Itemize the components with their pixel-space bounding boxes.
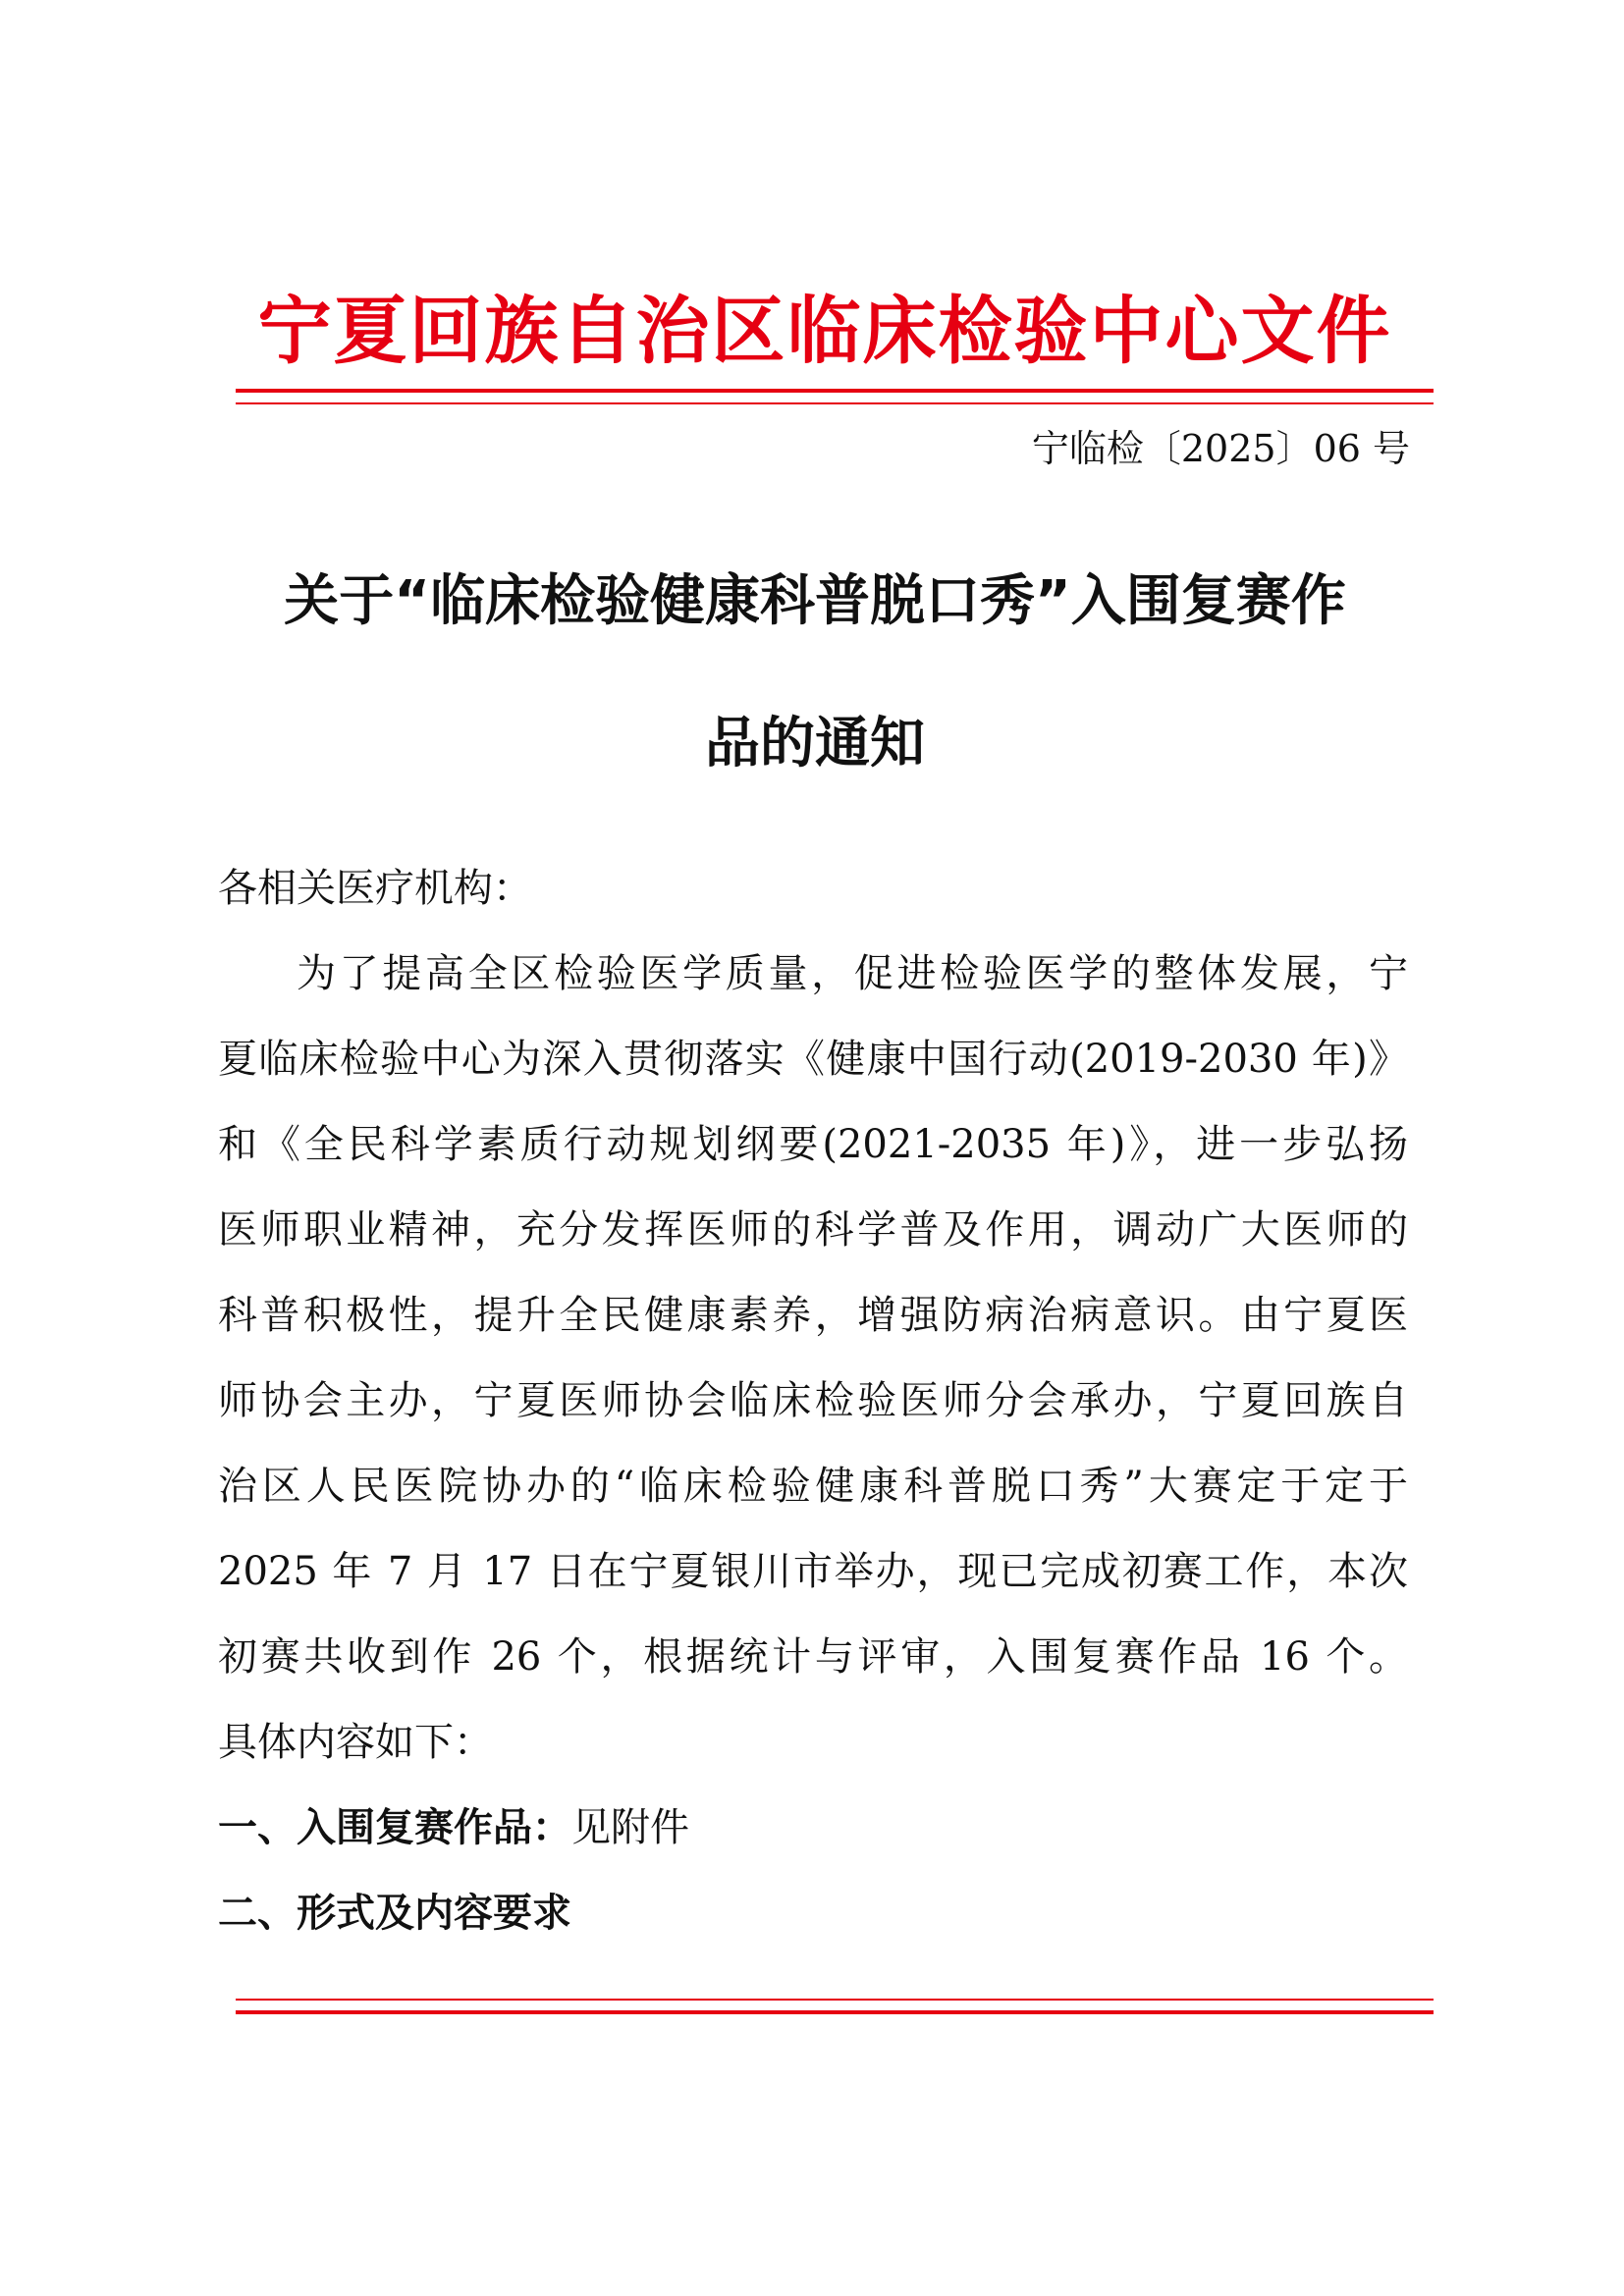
section-2-heading: 二、形式及内容要求 [218,1891,571,1936]
body-line: 医师职业精神，充分发挥医师的科学普及作用，调动广大医师的 [218,1207,1408,1253]
body-line: 具体内容如下： [218,1720,493,1765]
section-1-heading: 一、入围复赛作品： [218,1805,571,1850]
body-line: 夏临床检验中心为深入贯彻落实《健康中国行动(2019-2030 年)》 [218,1037,1408,1082]
salutation: 各相关医疗机构： [218,866,532,911]
footer-rule-thick [236,2010,1434,2014]
section-1-text: 见附件 [571,1805,689,1850]
footer-rule-thin [236,1999,1434,2001]
document-number: 宁临检〔2025〕06 号 [1031,427,1410,470]
notice-title-line-1: 关于“临床检验健康科普脱口秀”入围复赛作 [284,569,1346,633]
body-line: 初赛共收到作 26 个，根据统计与评审，入围复赛作品 16 个。 [218,1634,1408,1680]
body-line: 为了提高全区检验医学质量，促进检验医学的整体发展，宁 [297,951,1408,996]
body-line: 师协会主办，宁夏医师协会临床检验医师分会承办，宁夏回族自 [218,1378,1408,1423]
document-header-title: 宁夏回族自治区临床检验中心文件 [257,288,1392,374]
body-line: 2025 年 7 月 17 日在宁夏银川市举办，现已完成初赛工作，本次 [218,1549,1408,1594]
section-2 [218,1891,571,1936]
header-rule-thin [236,402,1434,404]
body-line: 治区人民医院协办的“临床检验健康科普脱口秀”大赛定于定于 [218,1464,1408,1509]
body-line: 科普积极性，提升全民健康素养，增强防病治病意识。由宁夏医 [218,1293,1408,1338]
header-rule-thick [236,389,1434,393]
notice-title-line-2: 品的通知 [705,712,925,775]
section-1 [218,1805,689,1850]
body-line: 和《全民科学素质行动规划纲要(2021-2035 年)》，进一步弘扬 [218,1122,1408,1167]
